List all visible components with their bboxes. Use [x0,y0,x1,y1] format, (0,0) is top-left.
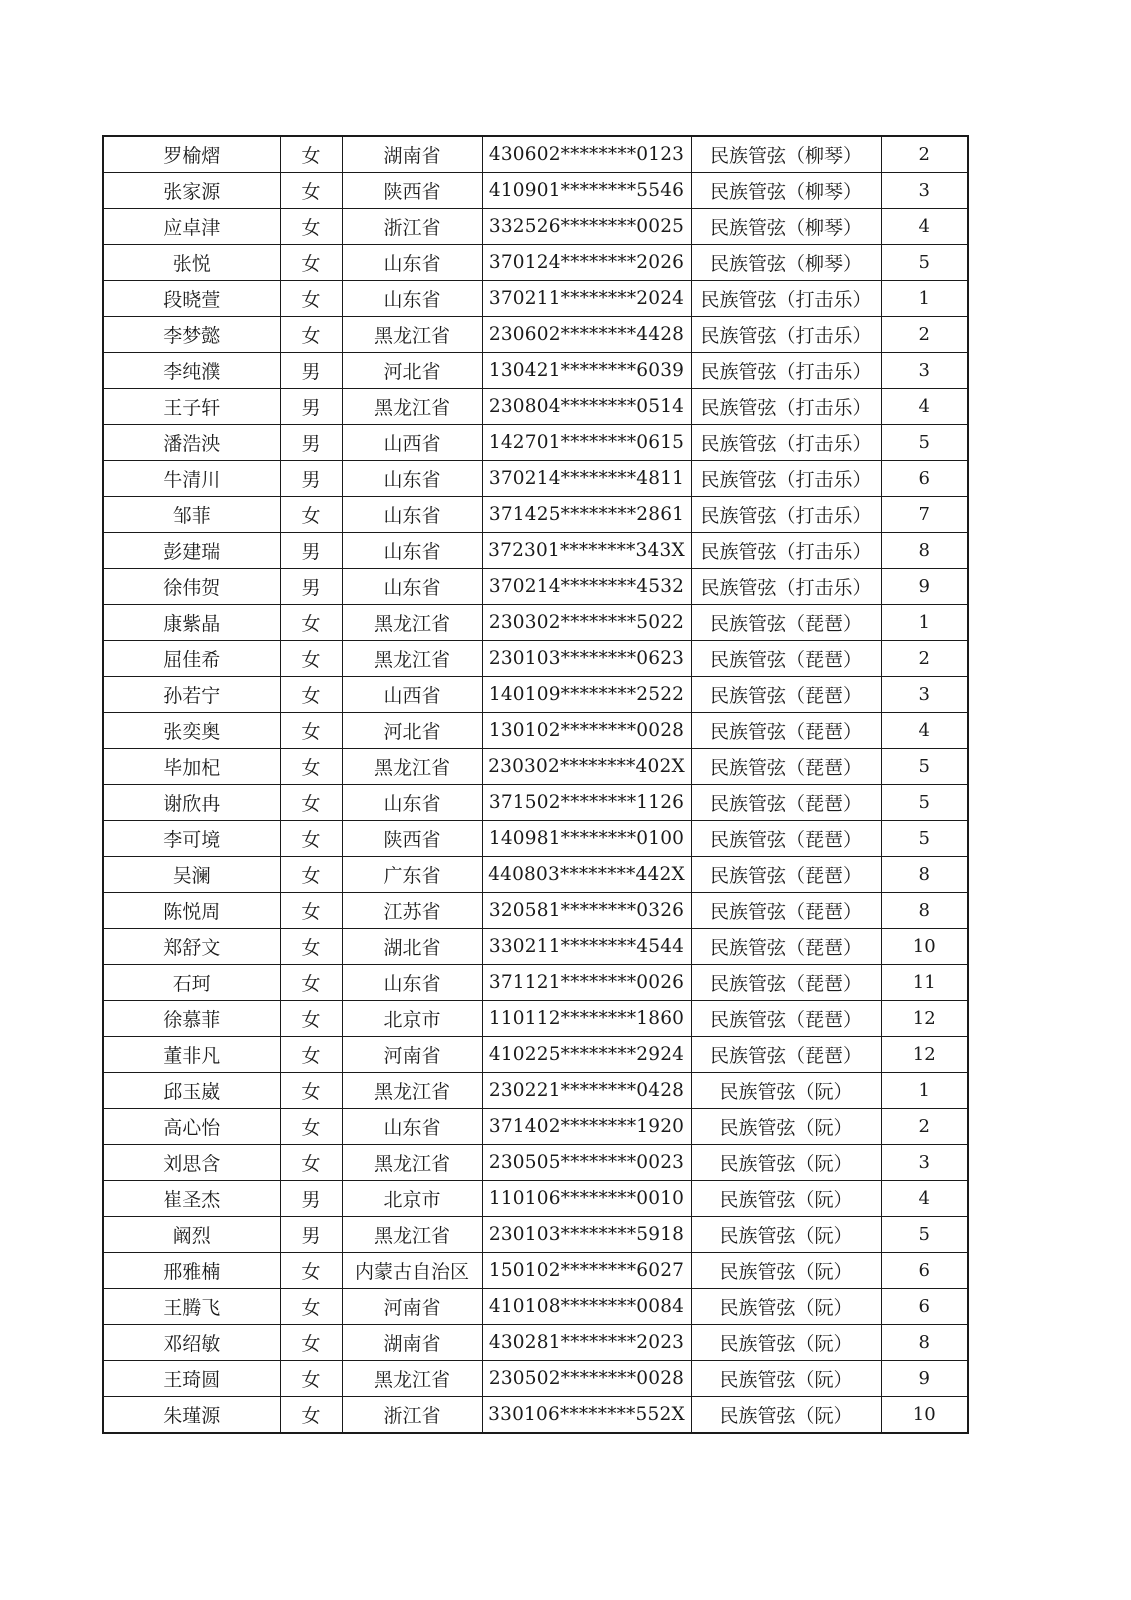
rank-cell: 8 [881,533,968,569]
province-cell: 黑龙江省 [342,1217,482,1253]
category-cell: 民族管弦（琵琶） [691,641,881,677]
category-cell: 民族管弦（打击乐） [691,353,881,389]
province-cell: 山西省 [342,677,482,713]
category-cell: 民族管弦（琵琶） [691,1001,881,1037]
id-number-cell: 230602********4428 [482,317,691,353]
category-cell: 民族管弦（打击乐） [691,461,881,497]
table-row [103,569,968,605]
gender-cell: 女 [280,929,342,965]
gender-cell: 女 [280,1289,342,1325]
id-number-cell: 330211********4544 [482,929,691,965]
province-cell: 山东省 [342,965,482,1001]
province-cell: 山东省 [342,785,482,821]
category-cell: 民族管弦（琵琶） [691,749,881,785]
table-row [103,1145,968,1181]
rank-cell: 5 [881,425,968,461]
gender-cell: 女 [280,1037,342,1073]
id-number-cell: 372301********343X [482,533,691,569]
province-cell: 河北省 [342,353,482,389]
gender-cell: 男 [280,353,342,389]
name-cell: 高心怡 [103,1109,280,1145]
name-cell: 罗榆熠 [103,136,280,173]
rank-cell: 8 [881,893,968,929]
province-cell: 山东省 [342,281,482,317]
gender-cell: 男 [280,461,342,497]
rank-cell: 4 [881,1181,968,1217]
province-cell: 山东省 [342,497,482,533]
id-number-cell: 371425********2861 [482,497,691,533]
category-cell: 民族管弦（阮） [691,1361,881,1397]
gender-cell: 女 [280,893,342,929]
rank-cell: 4 [881,389,968,425]
id-number-cell: 150102********6027 [482,1253,691,1289]
rank-cell: 4 [881,209,968,245]
rank-cell: 8 [881,857,968,893]
rank-cell: 7 [881,497,968,533]
province-cell: 陕西省 [342,173,482,209]
table-row [103,713,968,749]
id-number-cell: 230302********5022 [482,605,691,641]
name-cell: 康紫晶 [103,605,280,641]
name-cell: 段晓萱 [103,281,280,317]
rank-cell: 3 [881,1145,968,1181]
gender-cell: 女 [280,641,342,677]
rank-cell: 2 [881,136,968,173]
rank-cell: 3 [881,677,968,713]
rank-cell: 8 [881,1325,968,1361]
id-number-cell: 230502********0028 [482,1361,691,1397]
category-cell: 民族管弦（琵琶） [691,605,881,641]
table-row [103,1109,968,1145]
name-cell: 邹菲 [103,497,280,533]
province-cell: 湖南省 [342,136,482,173]
id-number-cell: 332526********0025 [482,209,691,245]
category-cell: 民族管弦（打击乐） [691,389,881,425]
results-table-body [103,136,968,1433]
results-table [102,135,969,1434]
category-cell: 民族管弦（阮） [691,1073,881,1109]
rank-cell: 3 [881,173,968,209]
name-cell: 徐慕菲 [103,1001,280,1037]
name-cell: 孙若宁 [103,677,280,713]
table-row [103,1181,968,1217]
name-cell: 徐伟贺 [103,569,280,605]
category-cell: 民族管弦（阮） [691,1397,881,1434]
province-cell: 北京市 [342,1001,482,1037]
id-number-cell: 230804********0514 [482,389,691,425]
id-number-cell: 370214********4532 [482,569,691,605]
name-cell: 陈悦周 [103,893,280,929]
id-number-cell: 430281********2023 [482,1325,691,1361]
name-cell: 王琦圆 [103,1361,280,1397]
name-cell: 屈佳希 [103,641,280,677]
name-cell: 刘思含 [103,1145,280,1181]
category-cell: 民族管弦（阮） [691,1325,881,1361]
gender-cell: 女 [280,1145,342,1181]
gender-cell: 男 [280,1217,342,1253]
id-number-cell: 230221********0428 [482,1073,691,1109]
rank-cell: 5 [881,821,968,857]
id-number-cell: 140981********0100 [482,821,691,857]
name-cell: 谢欣冉 [103,785,280,821]
gender-cell: 女 [280,821,342,857]
province-cell: 广东省 [342,857,482,893]
rank-cell: 6 [881,1253,968,1289]
id-number-cell: 410225********2924 [482,1037,691,1073]
table-row [103,1397,968,1434]
gender-cell: 女 [280,677,342,713]
table-row [103,929,968,965]
table-row [103,1361,968,1397]
table-row [103,1073,968,1109]
id-number-cell: 130421********6039 [482,353,691,389]
category-cell: 民族管弦（琵琶） [691,785,881,821]
province-cell: 黑龙江省 [342,605,482,641]
table-row [103,353,968,389]
rank-cell: 5 [881,785,968,821]
name-cell: 张家源 [103,173,280,209]
table-row [103,173,968,209]
rank-cell: 3 [881,353,968,389]
gender-cell: 女 [280,317,342,353]
category-cell: 民族管弦（琵琶） [691,821,881,857]
rank-cell: 9 [881,1361,968,1397]
gender-cell: 男 [280,389,342,425]
category-cell: 民族管弦（琵琶） [691,677,881,713]
gender-cell: 男 [280,425,342,461]
gender-cell: 女 [280,209,342,245]
province-cell: 湖南省 [342,1325,482,1361]
gender-cell: 女 [280,1397,342,1434]
province-cell: 陕西省 [342,821,482,857]
province-cell: 黑龙江省 [342,749,482,785]
rank-cell: 2 [881,317,968,353]
category-cell: 民族管弦（柳琴） [691,136,881,173]
province-cell: 山东省 [342,461,482,497]
id-number-cell: 370211********2024 [482,281,691,317]
province-cell: 黑龙江省 [342,641,482,677]
rank-cell: 1 [881,605,968,641]
id-number-cell: 330106********552X [482,1397,691,1434]
gender-cell: 男 [280,1181,342,1217]
table-row [103,749,968,785]
category-cell: 民族管弦（阮） [691,1109,881,1145]
name-cell: 王子轩 [103,389,280,425]
gender-cell: 男 [280,533,342,569]
category-cell: 民族管弦（阮） [691,1289,881,1325]
rank-cell: 10 [881,929,968,965]
table-row [103,1289,968,1325]
gender-cell: 男 [280,569,342,605]
id-number-cell: 230103********0623 [482,641,691,677]
province-cell: 山西省 [342,425,482,461]
category-cell: 民族管弦（打击乐） [691,281,881,317]
table-row [103,1253,968,1289]
province-cell: 内蒙古自治区 [342,1253,482,1289]
id-number-cell: 230505********0023 [482,1145,691,1181]
province-cell: 河北省 [342,713,482,749]
category-cell: 民族管弦（打击乐） [691,533,881,569]
table-row [103,605,968,641]
table-row [103,857,968,893]
province-cell: 黑龙江省 [342,1145,482,1181]
province-cell: 黑龙江省 [342,317,482,353]
category-cell: 民族管弦（琵琶） [691,857,881,893]
province-cell: 黑龙江省 [342,389,482,425]
id-number-cell: 230302********402X [482,749,691,785]
name-cell: 潘浩泱 [103,425,280,461]
name-cell: 毕加杞 [103,749,280,785]
province-cell: 山东省 [342,245,482,281]
category-cell: 民族管弦（打击乐） [691,317,881,353]
gender-cell: 女 [280,1109,342,1145]
id-number-cell: 370214********4811 [482,461,691,497]
name-cell: 阚烈 [103,1217,280,1253]
table-row [103,461,968,497]
category-cell: 民族管弦（阮） [691,1253,881,1289]
table-row [103,1001,968,1037]
name-cell: 彭建瑞 [103,533,280,569]
category-cell: 民族管弦（打击乐） [691,425,881,461]
name-cell: 应卓津 [103,209,280,245]
category-cell: 民族管弦（阮） [691,1217,881,1253]
rank-cell: 2 [881,1109,968,1145]
rank-cell: 6 [881,461,968,497]
rank-cell: 5 [881,245,968,281]
id-number-cell: 140109********2522 [482,677,691,713]
province-cell: 北京市 [342,1181,482,1217]
name-cell: 李纯濮 [103,353,280,389]
rank-cell: 12 [881,1037,968,1073]
name-cell: 李可境 [103,821,280,857]
id-number-cell: 110112********1860 [482,1001,691,1037]
id-number-cell: 371402********1920 [482,1109,691,1145]
gender-cell: 女 [280,965,342,1001]
table-row [103,785,968,821]
rank-cell: 11 [881,965,968,1001]
category-cell: 民族管弦（柳琴） [691,245,881,281]
category-cell: 民族管弦（柳琴） [691,173,881,209]
id-number-cell: 430602********0123 [482,136,691,173]
gender-cell: 女 [280,245,342,281]
id-number-cell: 371121********0026 [482,965,691,1001]
id-number-cell: 371502********1126 [482,785,691,821]
table-row [103,893,968,929]
table-row [103,1325,968,1361]
category-cell: 民族管弦（柳琴） [691,209,881,245]
id-number-cell: 320581********0326 [482,893,691,929]
category-cell: 民族管弦（阮） [691,1181,881,1217]
gender-cell: 女 [280,1001,342,1037]
rank-cell: 4 [881,713,968,749]
id-number-cell: 410901********5546 [482,173,691,209]
id-number-cell: 410108********0084 [482,1289,691,1325]
rank-cell: 2 [881,641,968,677]
table-row [103,245,968,281]
name-cell: 张悦 [103,245,280,281]
gender-cell: 女 [280,136,342,173]
table-row [103,497,968,533]
category-cell: 民族管弦（打击乐） [691,497,881,533]
province-cell: 山东省 [342,569,482,605]
category-cell: 民族管弦（打击乐） [691,569,881,605]
gender-cell: 女 [280,857,342,893]
province-cell: 河南省 [342,1289,482,1325]
name-cell: 邱玉崴 [103,1073,280,1109]
id-number-cell: 370124********2026 [482,245,691,281]
gender-cell: 女 [280,497,342,533]
category-cell: 民族管弦（阮） [691,1145,881,1181]
province-cell: 浙江省 [342,209,482,245]
name-cell: 董非凡 [103,1037,280,1073]
rank-cell: 10 [881,1397,968,1434]
name-cell: 李梦懿 [103,317,280,353]
id-number-cell: 142701********0615 [482,425,691,461]
rank-cell: 6 [881,1289,968,1325]
name-cell: 朱瑾源 [103,1397,280,1434]
province-cell: 河南省 [342,1037,482,1073]
province-cell: 浙江省 [342,1397,482,1434]
id-number-cell: 130102********0028 [482,713,691,749]
rank-cell: 9 [881,569,968,605]
name-cell: 石珂 [103,965,280,1001]
gender-cell: 女 [280,605,342,641]
name-cell: 王腾飞 [103,1289,280,1325]
id-number-cell: 230103********5918 [482,1217,691,1253]
rank-cell: 12 [881,1001,968,1037]
gender-cell: 女 [280,1361,342,1397]
name-cell: 郑舒文 [103,929,280,965]
gender-cell: 女 [280,713,342,749]
gender-cell: 女 [280,281,342,317]
table-row [103,425,968,461]
table-row [103,389,968,425]
table-row [103,1217,968,1253]
name-cell: 牛清川 [103,461,280,497]
gender-cell: 女 [280,785,342,821]
rank-cell: 1 [881,281,968,317]
name-cell: 崔圣杰 [103,1181,280,1217]
province-cell: 湖北省 [342,929,482,965]
province-cell: 山东省 [342,533,482,569]
gender-cell: 女 [280,1253,342,1289]
id-number-cell: 110106********0010 [482,1181,691,1217]
category-cell: 民族管弦（琵琶） [691,713,881,749]
table-row [103,677,968,713]
table-row [103,1037,968,1073]
province-cell: 黑龙江省 [342,1073,482,1109]
name-cell: 邢雅楠 [103,1253,280,1289]
name-cell: 张奕奥 [103,713,280,749]
id-number-cell: 440803********442X [482,857,691,893]
rank-cell: 1 [881,1073,968,1109]
name-cell: 吴澜 [103,857,280,893]
table-row [103,281,968,317]
category-cell: 民族管弦（琵琶） [691,1037,881,1073]
table-row [103,209,968,245]
table-row [103,317,968,353]
category-cell: 民族管弦（琵琶） [691,893,881,929]
table-row [103,821,968,857]
rank-cell: 5 [881,1217,968,1253]
table-row [103,533,968,569]
province-cell: 江苏省 [342,893,482,929]
category-cell: 民族管弦（琵琶） [691,929,881,965]
table-row [103,136,968,173]
gender-cell: 女 [280,173,342,209]
name-cell: 邓绍敏 [103,1325,280,1361]
category-cell: 民族管弦（琵琶） [691,965,881,1001]
table-row [103,965,968,1001]
province-cell: 山东省 [342,1109,482,1145]
gender-cell: 女 [280,749,342,785]
gender-cell: 女 [280,1325,342,1361]
table-row [103,641,968,677]
province-cell: 黑龙江省 [342,1361,482,1397]
gender-cell: 女 [280,1073,342,1109]
rank-cell: 5 [881,749,968,785]
